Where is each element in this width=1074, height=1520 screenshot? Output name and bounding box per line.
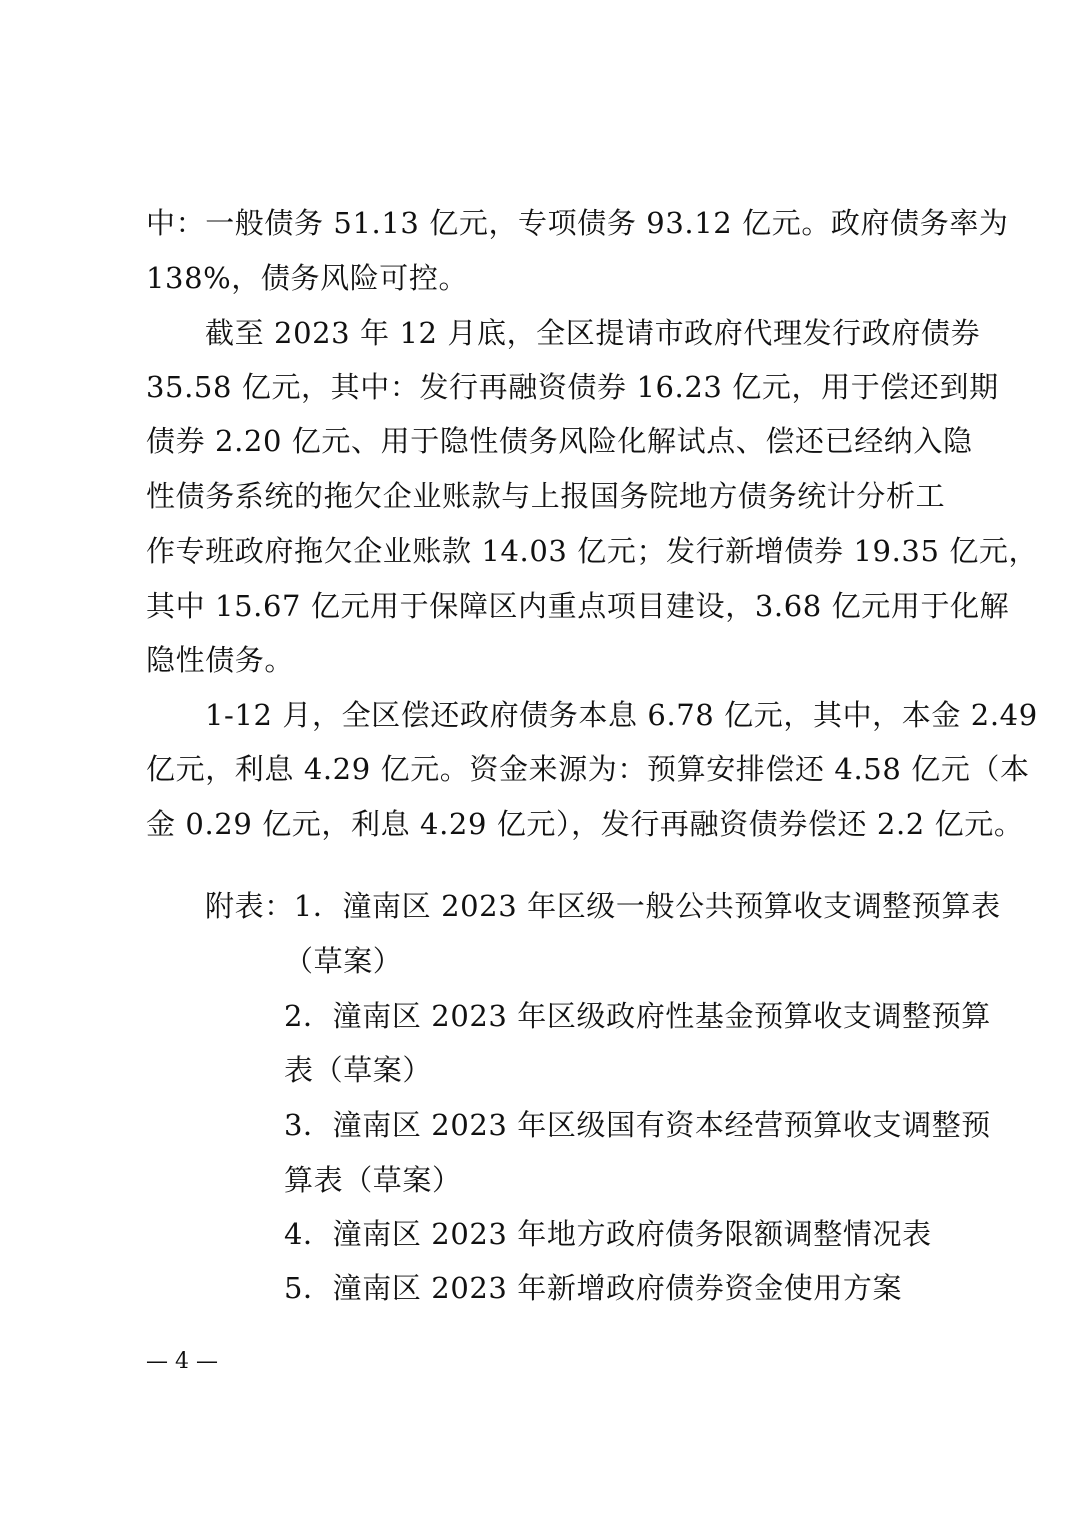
body-line: 截至 2023 年 12 月底，全区提请市政府代理发行政府债券 (205, 316, 981, 350)
attachment-line: 附表：1．潼南区 2023 年区级一般公共预算收支调整预算表 (205, 889, 1001, 923)
body-line: 作专班政府拖欠企业账款 14.03 亿元；发行新增债券 19.35 亿元， (146, 534, 1039, 568)
attachment-line: 算表（草案） (284, 1163, 462, 1197)
body-line: 其中 15.67 亿元用于保障区内重点项目建设，3.68 亿元用于化解 (146, 589, 1010, 623)
attachment-line: 3．潼南区 2023 年区级国有资本经营预算收支调整预 (284, 1108, 991, 1142)
body-line: 金 0.29 亿元，利息 4.29 亿元），发行再融资债券偿还 2.2 亿元。 (146, 807, 1024, 841)
body-line: 亿元，利息 4.29 亿元。资金来源为：预算安排偿还 4.58 亿元（本 (146, 752, 1030, 786)
body-line: 隐性债务。 (146, 643, 295, 677)
page-number: — 4 — (146, 1349, 218, 1374)
attachment-line: （草案） (284, 944, 403, 978)
attachment-line: 2．潼南区 2023 年区级政府性基金预算收支调整预算 (284, 999, 991, 1033)
attachment-line: 4．潼南区 2023 年地方政府债务限额调整情况表 (284, 1217, 932, 1251)
body-line: 债券 2.20 亿元、用于隐性债务风险化解试点、偿还已经纳入隐 (146, 424, 973, 458)
body-line: 138%，债务风险可控。 (146, 261, 469, 295)
attachment-line: 5．潼南区 2023 年新增政府债券资金使用方案 (284, 1271, 903, 1305)
body-line: 性债务系统的拖欠企业账款与上报国务院地方债务统计分析工 (146, 479, 946, 513)
body-line: 1-12 月，全区偿还政府债务本息 6.78 亿元，其中，本金 2.49 (205, 698, 1038, 732)
attachment-line: 表（草案） (284, 1053, 433, 1087)
body-line: 35.58 亿元，其中：发行再融资债券 16.23 亿元，用于偿还到期 (146, 370, 999, 404)
body-line: 中：一般债务 51.13 亿元，专项债务 93.12 亿元。政府债务率为 (146, 206, 1009, 240)
